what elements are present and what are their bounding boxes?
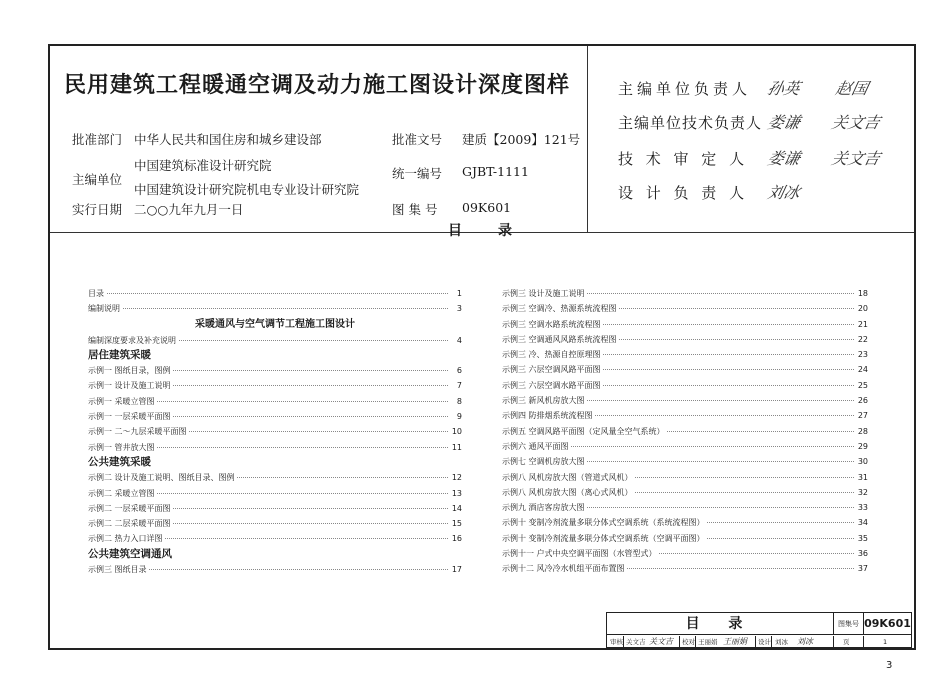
toc-entry-page: 37 <box>856 561 868 576</box>
toc-entry-page: 18 <box>856 286 868 301</box>
toc-entry-title: 示例三 六层空调水路平面图 <box>502 378 603 393</box>
toc-entry-page: 8 <box>455 394 462 409</box>
toc-section-heading: 公共建筑空调通风 <box>88 547 172 560</box>
toc-entry <box>88 424 462 439</box>
atlas-no-label: 图集号 <box>833 613 863 635</box>
unified-no: GJBT-1111 <box>462 164 529 179</box>
toc-entry-page: 1 <box>455 286 462 301</box>
toc-entry-page: 27 <box>856 408 868 423</box>
toc-entry-page: 9 <box>455 409 462 424</box>
toc-entry <box>502 454 868 469</box>
toc-entry-page: 22 <box>856 332 868 347</box>
reviewer-signature: 关文吉 <box>649 637 673 646</box>
toc-entry <box>502 439 868 454</box>
editor-unit-2: 中国建筑设计研究院机电专业设计研究院 <box>134 182 360 197</box>
toc-entry-title: 示例二 一层采暖平面图 <box>88 501 173 516</box>
toc-entry <box>88 394 462 409</box>
handwritten-signature: 娄谦 <box>765 113 802 132</box>
toc-right-column <box>502 286 868 577</box>
effective-date-label: 实行日期 <box>72 202 123 217</box>
toc-entry <box>88 409 462 424</box>
toc-entry-title: 编制深度要求及补充说明 <box>88 333 178 348</box>
toc-entry <box>88 501 462 516</box>
toc-entry <box>502 393 868 408</box>
toc-entry-title: 示例四 防排烟系统流程图 <box>502 408 595 423</box>
check-label: 校对 <box>682 638 695 646</box>
toc-entry-title: 示例三 图纸目录 <box>88 562 149 577</box>
header-divider <box>50 232 914 233</box>
toc-entry-title: 示例八 风机房放大图（管道式风机） <box>502 470 635 485</box>
toc-entry-page: 4 <box>455 333 462 348</box>
handwritten-signature: 刘冰 <box>765 183 802 202</box>
leader-dots <box>88 308 448 309</box>
handwritten-signature: 赵国 <box>833 79 870 98</box>
atlas-no-value: 09K601 <box>863 613 911 635</box>
toc-entry-page: 20 <box>856 301 868 316</box>
toc-entry-title: 示例二 二层采暖平面图 <box>88 516 173 531</box>
atlas-no-label: 图 集 号 <box>392 202 438 217</box>
toc-entry <box>88 286 462 301</box>
signature-role: 设 计 负 责 人 <box>618 184 749 202</box>
designer-name: 刘冰 <box>775 638 788 646</box>
reviewer-name: 关文吉 <box>626 638 646 646</box>
signature-role: 主编单位负责人 <box>618 80 752 98</box>
toc-left-column <box>88 286 462 577</box>
toc-entry <box>88 333 462 348</box>
toc-entry-title: 示例三 空调通风风路系统流程图 <box>502 332 619 347</box>
toc-entry-page: 29 <box>856 439 868 454</box>
toc-entry-title: 示例二 设计及施工说明、图纸目录、图例 <box>88 470 237 485</box>
toc-entry-page: 21 <box>856 317 868 332</box>
handwritten-signature: 关文吉 <box>829 149 882 168</box>
editor-unit-1: 中国建筑标准设计研究院 <box>134 158 272 173</box>
title-block-top-row <box>607 613 911 635</box>
toc-entry-page: 31 <box>856 470 868 485</box>
toc-entry-page: 7 <box>455 378 462 393</box>
toc-entry <box>88 486 462 501</box>
toc-entry <box>502 485 868 500</box>
title-block <box>606 612 912 648</box>
toc-heading-left: 目 <box>448 223 462 239</box>
toc-entry <box>502 531 868 546</box>
toc-entry-title: 示例一 一层采暖平面图 <box>88 409 173 424</box>
toc-entry <box>88 470 462 485</box>
signature-role: 主编单位技术负责人 <box>618 114 763 132</box>
handwritten-signature: 孙英 <box>765 79 802 98</box>
toc-entry-page: 25 <box>856 378 868 393</box>
atlas-no: 09K601 <box>462 200 512 215</box>
page-label: 页 <box>843 638 850 646</box>
toc-entry-title: 示例八 风机房放大图（离心式风机） <box>502 485 635 500</box>
toc-entry-title: 示例三 冷、热源自控原理图 <box>502 347 603 362</box>
toc-entry-page: 6 <box>455 363 462 378</box>
toc-entry <box>502 301 868 316</box>
review-label: 审核 <box>610 638 623 646</box>
toc-entry-title: 示例三 六层空调风路平面图 <box>502 362 603 377</box>
designer-signature: 刘冰 <box>797 637 813 646</box>
toc-entry-title: 示例三 新风机房放大图 <box>502 393 587 408</box>
toc-entry-page: 16 <box>450 531 462 546</box>
toc-entry-title: 示例一 二～九层采暖平面图 <box>88 424 189 439</box>
design-label: 设计 <box>758 638 771 646</box>
toc-entry-page: 26 <box>856 393 868 408</box>
toc-entry-page: 23 <box>856 347 868 362</box>
toc-entry <box>502 546 868 561</box>
toc-entry-title: 示例三 空调水路系统流程图 <box>502 317 603 332</box>
toc-entry-title: 示例十 变制冷剂流量多联分体式空调系统（空调平面图） <box>502 531 707 546</box>
approve-doc: 建质【2009】121号 <box>462 132 581 147</box>
signature-panel <box>590 46 914 232</box>
toc-entry-title: 示例十 变制冷剂流量多联分体式空调系统（系统流程图） <box>502 515 707 530</box>
toc-entry <box>502 408 868 423</box>
toc-entry-title: 示例十一 户式中央空调平面图（水管型式） <box>502 546 659 561</box>
toc-entry-title: 示例一 设计及施工说明 <box>88 378 173 393</box>
checker-signature: 王丽娟 <box>723 637 747 646</box>
toc-entry-title: 示例一 图纸目录，图例 <box>88 363 173 378</box>
title-block-title: 目 录 <box>685 616 755 632</box>
header-info-panel <box>50 46 588 232</box>
toc-entry-page: 12 <box>450 470 462 485</box>
toc-entry-page: 24 <box>856 362 868 377</box>
toc-entry-page: 30 <box>856 454 868 469</box>
toc-entry <box>502 317 868 332</box>
approve-dept-label: 批准部门 <box>72 132 123 147</box>
toc-entry-title: 示例七 空调机房放大图 <box>502 454 587 469</box>
toc-entry-title: 示例三 设计及施工说明 <box>502 286 587 301</box>
toc-entry <box>88 562 462 577</box>
toc-entry <box>502 470 868 485</box>
toc-entry <box>502 286 868 301</box>
signature-role: 技 术 审 定 人 <box>618 150 749 168</box>
toc-entry-page: 14 <box>450 501 462 516</box>
handwritten-signature: 娄谦 <box>765 149 802 168</box>
toc-entry-page: 3 <box>455 301 462 316</box>
toc-entry-title: 示例五 空调风路平面图（定风量全空气系统） <box>502 424 667 439</box>
unified-no-label: 统一编号 <box>392 166 443 181</box>
toc-entry <box>88 301 462 316</box>
toc-entry <box>502 362 868 377</box>
toc-entry-page: 36 <box>856 546 868 561</box>
handwritten-signature: 关文吉 <box>829 113 882 132</box>
toc-section-heading: 公共建筑采暖 <box>88 455 151 468</box>
toc-entry-title: 示例三 空调冷、热源系统流程图 <box>502 301 619 316</box>
editor-unit-label: 主编单位 <box>72 172 123 187</box>
toc-entry <box>88 363 462 378</box>
approve-dept: 中华人民共和国住房和城乡建设部 <box>134 132 322 147</box>
toc-entry-page: 10 <box>450 424 462 439</box>
toc-entry <box>502 347 868 362</box>
toc-entry-title: 示例九 酒店客房放大图 <box>502 500 587 515</box>
toc-entry-title: 编制说明 <box>88 301 122 316</box>
toc-entry-page: 15 <box>450 516 462 531</box>
toc-entry-page: 35 <box>856 531 868 546</box>
toc-entry-title: 目录 <box>88 286 106 301</box>
title-block-sign-row <box>607 636 911 648</box>
toc-entry <box>502 424 868 439</box>
toc-entry <box>502 515 868 530</box>
checker-name: 王丽娟 <box>698 638 718 646</box>
toc-entry <box>502 332 868 347</box>
toc-entry <box>88 531 462 546</box>
toc-section-heading: 居住建筑采暖 <box>88 348 151 361</box>
toc-entry <box>502 500 868 515</box>
toc-entry-page: 34 <box>856 515 868 530</box>
toc-entry <box>502 561 868 576</box>
effective-date: 二○○九年九月一日 <box>134 202 244 217</box>
approve-doc-label: 批准文号 <box>392 132 443 147</box>
toc-entry-title: 示例二 采暖立管图 <box>88 486 157 501</box>
toc-entry-page: 33 <box>856 500 868 515</box>
toc-entry <box>88 378 462 393</box>
atlas-title: 民用建筑工程暖通空调及动力施工图设计深度图样 <box>64 72 571 98</box>
toc-heading-right: 录 <box>498 223 512 239</box>
page-number: 3 <box>886 660 893 671</box>
leader-dots <box>88 293 448 294</box>
toc-entry-page: 28 <box>856 424 868 439</box>
toc-entry-page: 32 <box>856 485 868 500</box>
toc-entry-title: 示例一 管井放大图 <box>88 440 157 455</box>
toc-entry-title: 示例一 采暖立管图 <box>88 394 157 409</box>
toc-entry-page: 11 <box>450 440 462 455</box>
page-no: 1 <box>883 638 888 646</box>
toc-entry <box>88 440 462 455</box>
toc-entry <box>88 516 462 531</box>
toc-entry-page: 13 <box>450 486 462 501</box>
toc-part-title: 采暖通风与空气调节工程施工图设计 <box>195 318 355 330</box>
toc-entry <box>502 378 868 393</box>
toc-entry-page: 17 <box>450 562 462 577</box>
toc-entry-title: 示例二 热力入口详图 <box>88 531 165 546</box>
toc-entry-title: 示例六 通风平面图 <box>502 439 571 454</box>
toc-entry-title: 示例十二 风冷冷水机组平面布置图 <box>502 561 627 576</box>
